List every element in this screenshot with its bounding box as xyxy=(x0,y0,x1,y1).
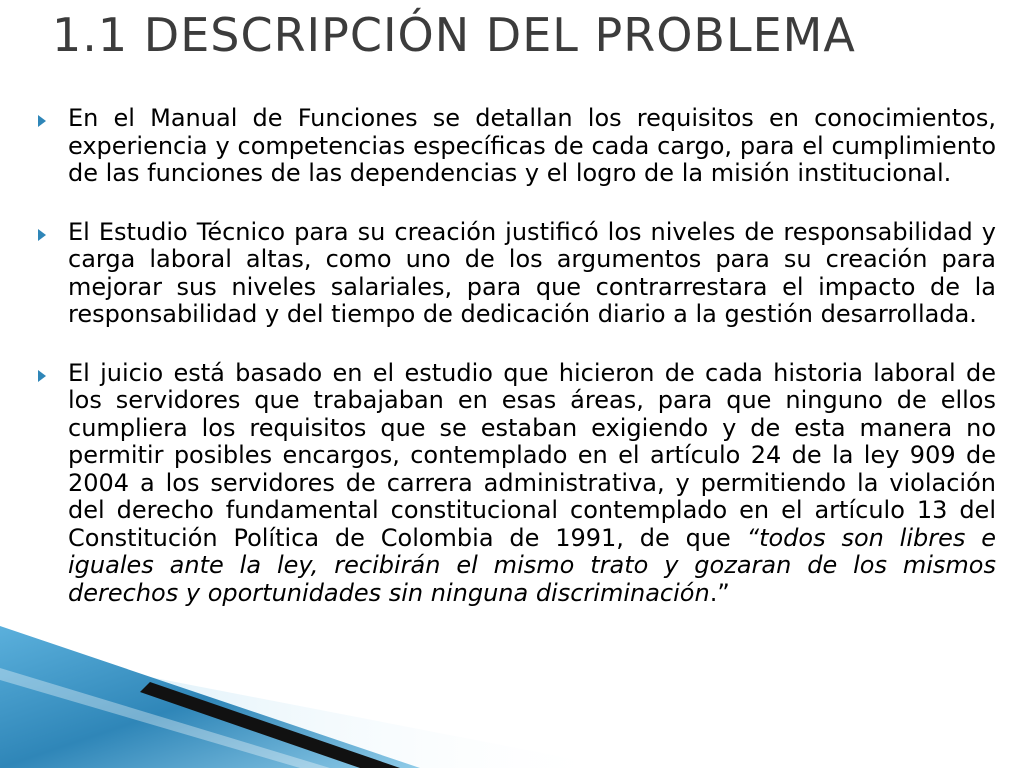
bullet-text: En el Manual de Funciones se detallan los requisitos en conocimientos, experiencia y competencias específicas de cada cargo, para el cumplimiento de las funciones de las dependencias y el logro de la misión institucional. xyxy=(68,104,996,187)
bullet-quote: “todos son libres e iguales ante la ley, recibirán el mismo trato y gozaran de los mismos derechos y oportunidades sin ninguna discriminación xyxy=(68,523,996,607)
deco-light-band xyxy=(0,648,620,768)
slide-title: 1.1 DESCRIPCIÓN DEL PROBLEMA xyxy=(52,8,856,62)
bullet-item-3 xyxy=(0,360,1024,608)
bullet-arrow-icon xyxy=(38,229,46,241)
bullet-text-end: .” xyxy=(709,578,730,607)
bullet-text-main: El juicio está basado en el estudio que hicieron de cada historia laboral de los servidores que trabajaban en esas áreas, para que ninguno de ellos cumpliera los requisitos que se estaban exigiendo y de esta manera no permitir posibles encargos, contemplado en el artículo 24 de la ley 909 de 2004 a los servidores de carrera administrativa, y permitiendo la violación del derecho fundamental constitucional contemplado en el artículo 13 del Constitución Política de Colombia de 1991, de que xyxy=(68,358,996,552)
bullet-arrow-icon xyxy=(38,115,46,127)
deco-blue-shape xyxy=(0,626,420,768)
deco-black-stripe xyxy=(140,682,400,768)
deco-white-stripe xyxy=(0,668,330,768)
bullet-text: El Estudio Técnico para su creación justificó los niveles de responsabilidad y carga laboral altas, como uno de los argumentos para su creación para mejorar sus niveles salariales, para que contrarrestara el impacto de la responsabilidad y del tiempo de dedicación diario a la gestión desarrollada. xyxy=(68,217,996,328)
bullet-list xyxy=(0,105,1024,638)
bullet-item-2 xyxy=(0,219,1024,329)
bullet-item-1 xyxy=(0,105,1024,188)
bullet-arrow-icon xyxy=(38,370,46,382)
bullet-text xyxy=(68,360,996,608)
